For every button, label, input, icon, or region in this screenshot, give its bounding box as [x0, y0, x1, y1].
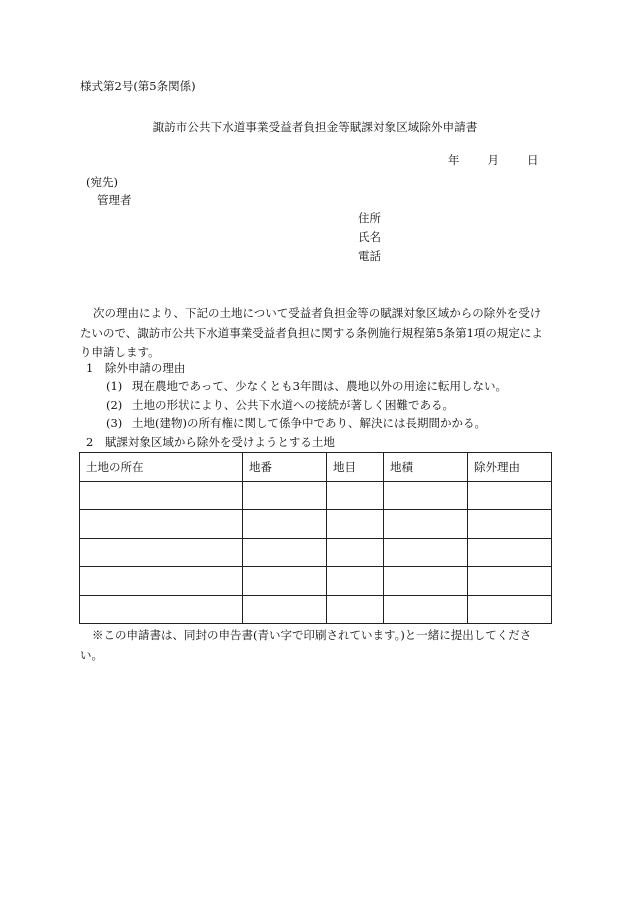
reason-number: (2): [106, 398, 123, 412]
cell-land-category[interactable]: [327, 538, 384, 567]
cell-area[interactable]: [384, 538, 468, 567]
document-title: 諏訪市公共下水道事業受益者負担金等賦課対象区域除外申請書: [152, 120, 478, 134]
phone-field-label: 電話: [358, 249, 381, 263]
cell-land-category[interactable]: [327, 567, 384, 596]
cell-exclusion-reason[interactable]: [468, 595, 552, 624]
table-row: [80, 481, 552, 510]
addressee-label: (宛先): [86, 175, 118, 189]
cell-exclusion-reason[interactable]: [468, 567, 552, 596]
intro-paragraph: 次の理由により、下記の土地について受益者負担金等の賦課対象区域からの除外を受けたいので、諏訪市公共下水道事業受益者負担に関する条例施行規程第5条第1項の規定により申請します。: [80, 306, 543, 359]
submission-note: ※この申請書は、同封の申告書(青い字で印刷されています。)と一緒に提出してください。: [80, 628, 532, 662]
cell-land-category[interactable]: [327, 510, 384, 539]
header-lot-number: 地番: [243, 453, 327, 482]
table-row: [80, 567, 552, 596]
reason-number: (1): [106, 379, 123, 393]
cell-location[interactable]: [80, 567, 243, 596]
table-row: [80, 595, 552, 624]
cell-exclusion-reason[interactable]: [468, 481, 552, 510]
date-line: [448, 154, 539, 168]
cell-area[interactable]: [384, 510, 468, 539]
addressee-name: 管理者: [97, 193, 132, 207]
reason-number: (3): [106, 416, 123, 430]
reason-item: [106, 417, 486, 431]
land-table: [79, 452, 552, 624]
cell-lot-number[interactable]: [243, 567, 327, 596]
table-header-row: [80, 453, 552, 482]
cell-land-category[interactable]: [327, 481, 384, 510]
section2-heading: 2 賦課対象区域から除外を受けようとする土地: [86, 435, 335, 449]
cell-location[interactable]: [80, 510, 243, 539]
section1-heading: 1 除外申請の理由: [86, 361, 186, 375]
reason-text: 現在農地であって、少なくとも3年間は、農地以外の用途に転用しない。: [132, 379, 507, 393]
header-area: 地積: [384, 453, 468, 482]
cell-location[interactable]: [80, 595, 243, 624]
date-year-label: 年: [448, 153, 460, 167]
table-row: [80, 510, 552, 539]
cell-lot-number[interactable]: [243, 538, 327, 567]
form-number: 様式第2号(第5条関係): [80, 79, 196, 93]
header-exclusion-reason: 除外理由: [468, 453, 552, 482]
reason-text: 土地の形状により、公共下水道への接続が著しく困難である。: [132, 398, 454, 412]
address-field-label: 住所: [358, 211, 381, 225]
cell-location[interactable]: [80, 481, 243, 510]
reason-item: [106, 380, 507, 394]
cell-area[interactable]: [384, 567, 468, 596]
cell-area[interactable]: [384, 481, 468, 510]
cell-exclusion-reason[interactable]: [468, 538, 552, 567]
cell-lot-number[interactable]: [243, 595, 327, 624]
date-month-label: 月: [487, 153, 499, 167]
date-day-label: 日: [527, 153, 539, 167]
reason-text: 土地(建物)の所有権に関して係争中であり、解決には長期間かかる。: [132, 416, 486, 430]
cell-location[interactable]: [80, 538, 243, 567]
cell-area[interactable]: [384, 595, 468, 624]
header-location: 土地の所在: [80, 453, 243, 482]
cell-exclusion-reason[interactable]: [468, 510, 552, 539]
header-land-category: 地目: [327, 453, 384, 482]
cell-lot-number[interactable]: [243, 510, 327, 539]
cell-land-category[interactable]: [327, 595, 384, 624]
reason-item: [106, 399, 454, 413]
name-field-label: 氏名: [358, 230, 381, 244]
cell-lot-number[interactable]: [243, 481, 327, 510]
table-row: [80, 538, 552, 567]
